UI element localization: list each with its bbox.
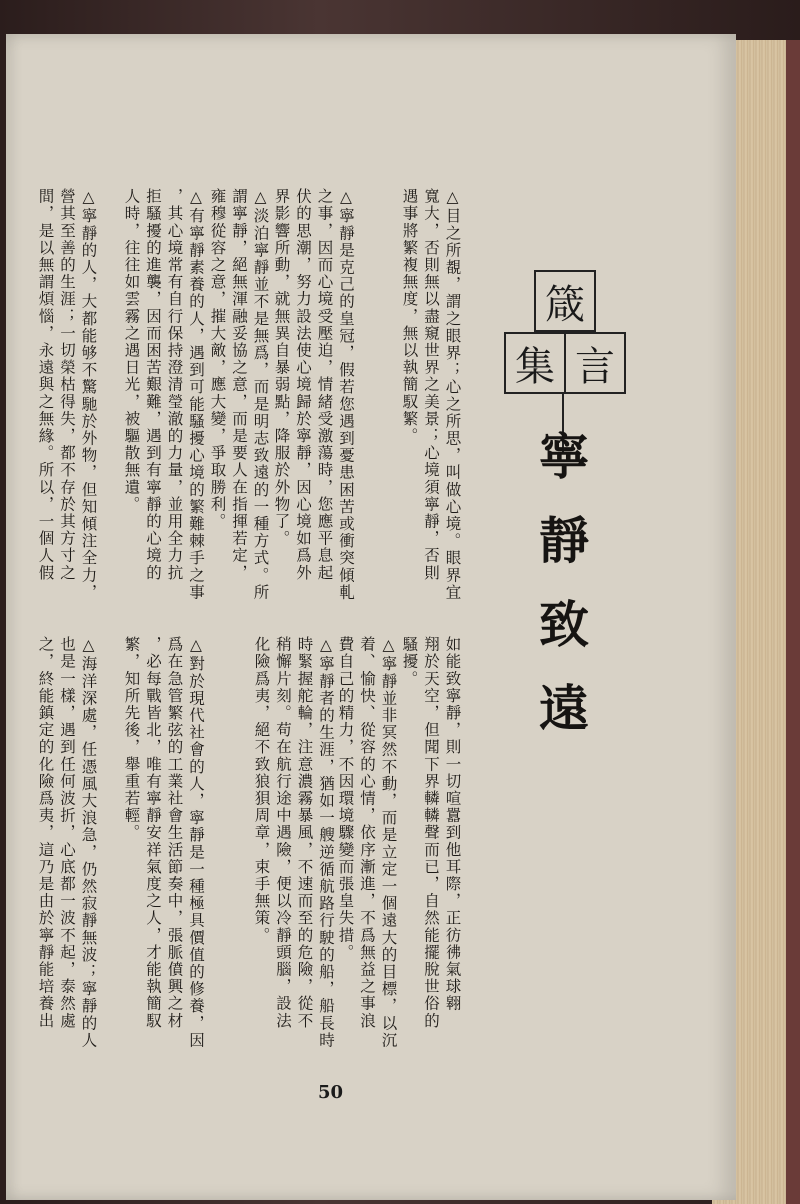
box-right-char: 言 [575, 343, 615, 390]
box-top-char: 箴 [545, 281, 585, 328]
paragraph-lower-2: △寧靜並非冥然不動，而是立定一個遠大的目標，以沉 着、愉快、從容的心情，依序漸進，不爲無益之事浪 費自己的精力，不因環境驟變而張皇失措。 [336, 636, 398, 1049]
title-box-left [504, 332, 566, 394]
title-box-right [564, 332, 626, 394]
title-box-top [534, 270, 596, 332]
essay-title: 寧靜致遠 [531, 430, 590, 766]
page-number: 50 [318, 1082, 344, 1103]
paragraph-upper-5: △寧靜的人，大都能够不驚馳於外物，但知傾注全力， 營其至善的生涯；一切榮枯得失，都不存於其方寸之 間，是以無謂煩惱，永遠與之無緣。所以，一個人假 [36, 188, 98, 601]
box-left-char: 集 [515, 343, 555, 390]
paragraph-lower-5: △海洋深處，任憑風大浪急，仍然寂靜無波；寧靜的人 也是一樣，遇到任何波折，心底都一波不起，泰然處 之，終能鎮定的化險爲夷，這乃是由於寧靜能培養出 [36, 636, 98, 1049]
paragraph-upper-2: △寧靜是克己的皇冠，假若您遇到憂患困苦或衝突傾軋 之事，因而心境受壓迫，情緒受激蕩時，您應平息起 伏的思潮，努力設法使心境歸於寧靜，因心境如爲外 界影響所動，就無異自暴弱點，降服於外物了。 [272, 188, 355, 601]
paragraph-upper-4: △有寧靜素養的人，遇到可能騷擾心境的繁難棘手之事 ，其心境常有自行保持澄清瑩澈的力量，並用全力抗 拒騷擾的進襲，因而困苦艱難，遇到有寧靜的心境的 人時，往往如雲霧之遇日光，被驅散無遺。 [122, 188, 205, 601]
paragraph-lower-4: △對於現代社會的人，寧靜是一種極具價值的修養，因 爲在急管繁弦的工業社會生活節奏中，張脈僨興之材 ，必每戰皆北，唯有寧靜安祥氣度之人，才能執簡馭 繁，知所先後，舉重若輕。 [122, 636, 205, 1049]
paragraph-upper-3: △淡泊寧靜並不是無爲，而是明志致遠的一種方式。所 謂寧靜，絕無渾融妥協之意，而是要人在指揮若定， 雍穆從容之意，摧大敵，應大變，爭取勝利。 [208, 188, 270, 601]
paragraph-upper-1: △目之所覩，謂之眼界；心之所思，叫做心境。眼界宜 寬大，否則無以盡窺世界之美景；心境須寧靜，否則 遇事將繁複無度，無以執簡馭繁。 [400, 188, 462, 601]
paragraph-lower-1: 如能致寧靜，則一切喧囂到他耳際，正彷彿氣球翱 翔於天空，但聞下界轔轔聲而已，自然能擺脫世俗的 騷擾。 [400, 636, 462, 1030]
paragraph-lower-3: △寧靜者的生涯，猶如一艘逆循航路行駛的船，船長時 時緊握舵輪，注意濃霧暴風，不速而至的危險，從不 稍懈片刻。苟在航行途中遇險，便以冷靜頭腦，設法 化險爲夷，絕不致狼狽周章，束手無策。 [252, 636, 335, 1049]
